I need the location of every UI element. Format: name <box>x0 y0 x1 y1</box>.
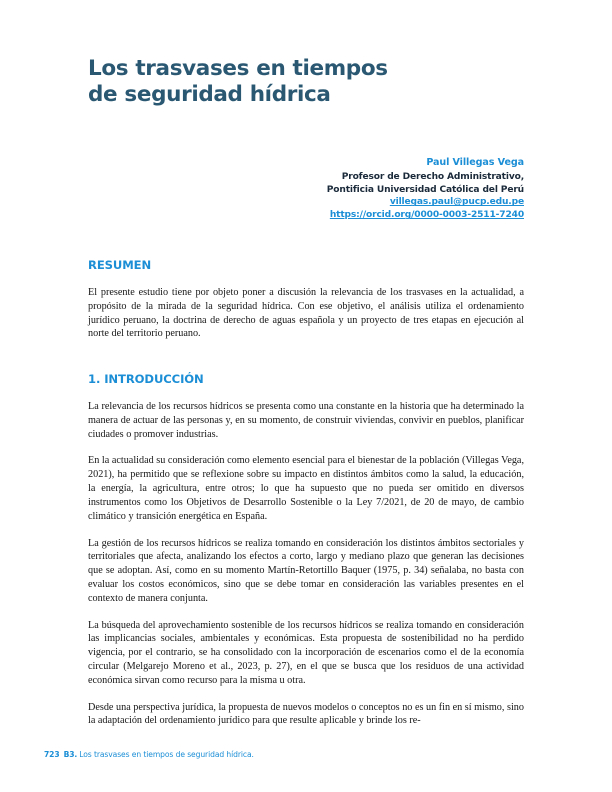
abstract-body <box>88 286 524 341</box>
introduction-body <box>88 400 524 728</box>
abstract-paragraph: El presente estudio tiene por objeto poner a discusión la relevancia de los trasvases en la actualidad, a propósito de la mirada de la seguridad hídrica. Con ese objetivo, el análisis utiliza el ordenamiento jurídico peruano, la doctrina de derecho de aguas española y un proyecto de tres etapas en ejecución al norte del territorio peruano. <box>88 287 524 340</box>
introduction-paragraph: La búsqueda del aprovechamiento sostenible de los recursos hídricos se realiza tomando en consideración las implicancias sociales, ambientales y económicas. Esta propuesta de sostenibilidad no ha perdido vigencia, por el contrario, se ha consolidado con la incorporación de escenarios como el de la economía circular (Melgarejo Moreno et al., 2023, p. 27), en el que se busca que los residuos de una actividad económica sirvan como recurso para la misma u otra. <box>88 619 524 686</box>
footer-section-mark: B3. <box>63 750 78 759</box>
page-title-line-2: de seguridad hídrica <box>88 82 331 108</box>
footer-running-title: Los trasvases en tiempos de seguridad hídrica. <box>79 750 254 759</box>
author-name: Paul Villegas Vega <box>426 157 524 168</box>
author-email-link[interactable]: villegas.paul@pucp.edu.pe <box>389 197 524 208</box>
author-role: Profesor de Derecho Administrativo, <box>341 171 524 182</box>
introduction-paragraph: La gestión de los recursos hídricos se realiza tomando en consideración los distintos ámbitos sectoriales y territoriales que afecta, analizando los efectos a corto, largo y mediano plazo que generan las decisiones que se adoptan. Así, como en su momento Martín-Retortillo Baquer (1975, p. 34) señalaba, no basta con evaluar los costos económicos, sino que se debe tomar en consideración las variables presentes en el contexto de manera conjunta. <box>88 537 524 604</box>
introduction-heading: 1. INTRODUCCIÓN <box>88 372 204 386</box>
introduction-paragraph: Desde una perspectiva jurídica, la propuesta de nuevos modelos o conceptos no es un fin en sí mismo, sino la adaptación del ordenamiento jurídico para que resulte aplicable y brinde los re- <box>88 701 524 727</box>
author-orcid-link[interactable]: https://orcid.org/0000-0003-2511-7240 <box>329 210 524 221</box>
footer-page-number: 723 <box>44 750 60 759</box>
page-title <box>88 56 508 108</box>
abstract-heading: RESUMEN <box>88 258 152 272</box>
page-footer <box>44 751 254 759</box>
author-block <box>184 156 524 222</box>
author-institution: Pontificia Universidad Católica del Perú <box>326 184 524 195</box>
introduction-paragraph: En la actualidad su consideración como elemento esencial para el bienestar de la población (Villegas Vega, 2021), ha permitido que se reflexione sobre su impacto en distintos ámbitos como la salud, la educación, la energía, la agricultura, entre otros; lo que ha supuesto que no pueda ser omitido en diversos instrumentos como los Objetivos de Desarrollo Sostenible o la Ley 7/2021, de 20 de mayo, de cambio climático y transición energética en España. <box>88 455 524 522</box>
page-title-line-1: Los trasvases en tiempos <box>88 56 388 81</box>
introduction-paragraph: La relevancia de los recursos hídricos se presenta como una constante en la historia que ha determinado la manera de actuar de las personas y, en su momento, de construir viviendas, convivir en pueblos, planificar ciudades o promover industrias. <box>88 401 524 440</box>
